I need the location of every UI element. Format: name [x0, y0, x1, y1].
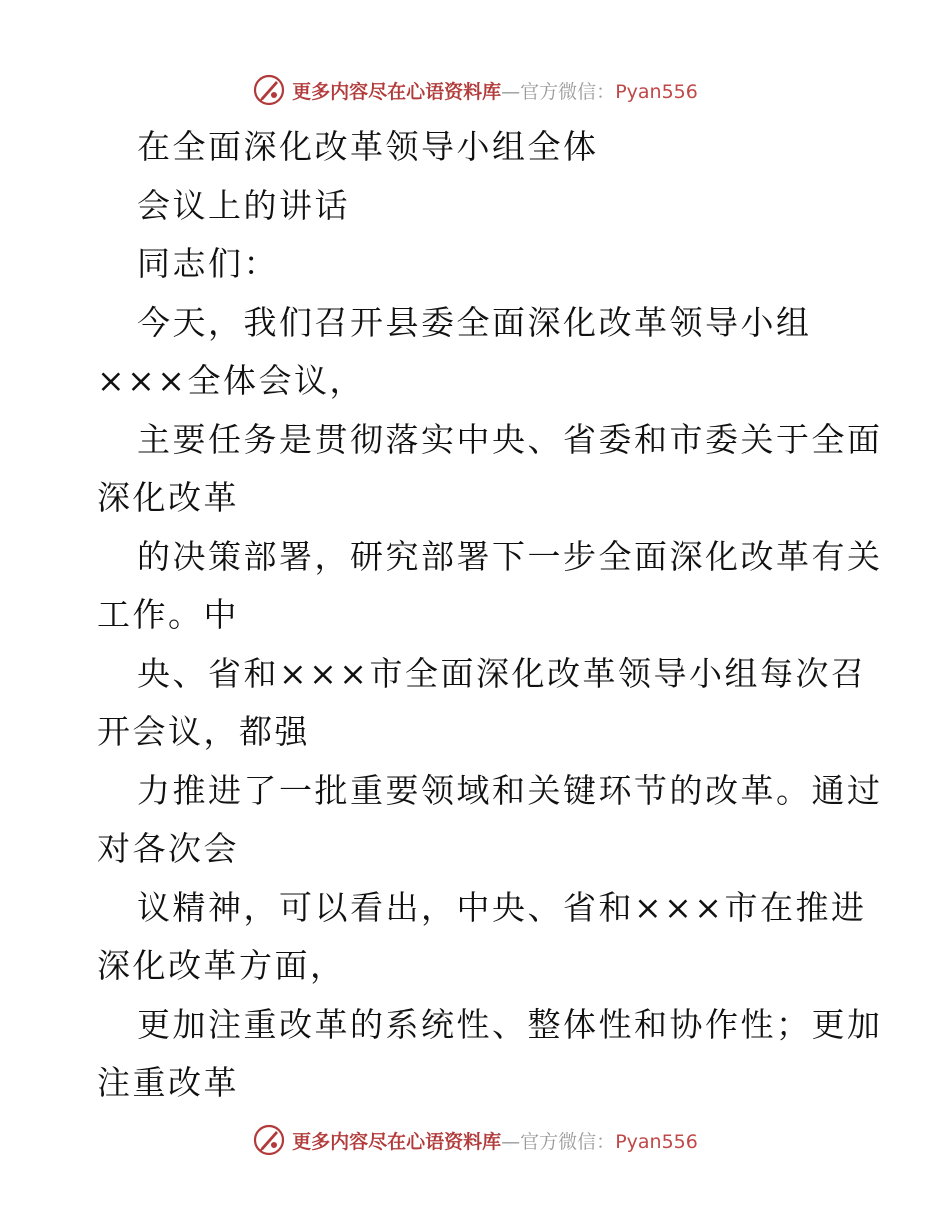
banner-wechat-label: 官方微信：	[520, 1130, 616, 1153]
footer-watermark-banner	[0, 1118, 950, 1162]
doc-paragraph-line: 更加注重改革的系统性、整体性和协作性；更加	[137, 1004, 883, 1044]
banner-slogan: 更多内容尽在心语资料库	[292, 80, 502, 103]
doc-paragraph-line: ×××全体会议，	[97, 361, 365, 400]
banner-wechat-id: Pyan556	[615, 80, 698, 103]
header-watermark-banner	[0, 68, 950, 112]
doc-paragraph-line: 深化改革	[97, 478, 239, 517]
banner-slogan: 更多内容尽在心语资料库	[292, 1130, 502, 1153]
banner-dash: —	[501, 1130, 521, 1153]
doc-paragraph-line: 议精神，可以看出，中央、省和×××市在推进	[137, 887, 867, 927]
banner-wechat-id: Pyan556	[615, 1130, 698, 1153]
doc-paragraph-line: 力推进了一批重要领域和关键环节的改革。通过	[137, 770, 883, 810]
doc-paragraph-line: 对各次会	[97, 829, 239, 868]
doc-paragraph-line: 工作。中	[97, 595, 239, 634]
doc-paragraph-line: 今天，我们召开县委全面深化改革领导小组	[137, 302, 812, 342]
banner-dash: —	[501, 80, 521, 103]
doc-paragraph-line: 主要任务是贯彻落实中央、省委和市委关于全面	[137, 419, 883, 459]
doc-title-line-2: 会议上的讲话	[137, 185, 350, 225]
doc-title-line-1: 在全面深化改革领导小组全体	[137, 127, 599, 166]
doc-paragraph-line: 深化改革方面，	[97, 946, 346, 985]
quill-pen-logo-icon	[252, 73, 286, 107]
doc-paragraph-line: 开会议，都强	[97, 712, 310, 751]
quill-pen-logo-icon	[252, 1123, 286, 1157]
doc-paragraph-line: 注重改革	[97, 1063, 239, 1102]
doc-paragraph-line: 央、省和×××市全面深化改革领导小组每次召	[137, 653, 867, 693]
doc-salutation: 同志们：	[137, 244, 279, 283]
banner-wechat-label: 官方微信：	[520, 80, 616, 103]
doc-paragraph-line: 的决策部署，研究部署下一步全面深化改革有关	[137, 536, 883, 576]
document-body	[97, 118, 883, 1113]
